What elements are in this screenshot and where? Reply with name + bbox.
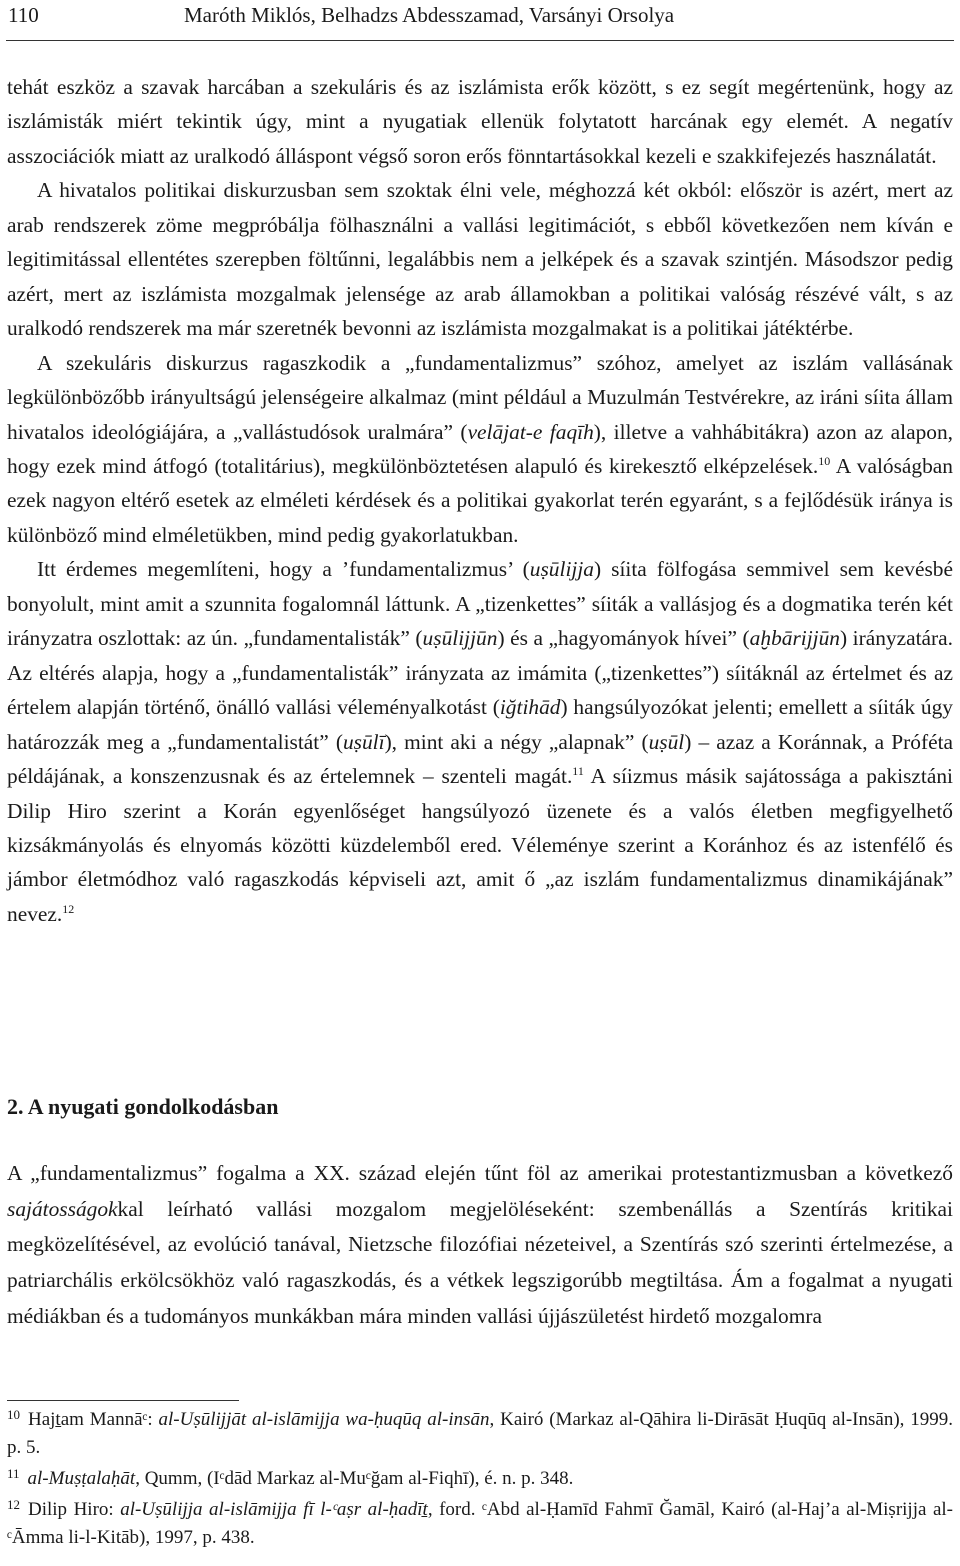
footnote-number: 10: [7, 1407, 20, 1422]
paragraph-1: tehát eszköz a szavak harcában a szekuláris és az iszlámista erők között, s ez segít megértenünk, hogy az iszlámisták miért tekintik úgy, mint a nyugatiak ellenük folytatott harcának egy elemét. A negatív asszociációk miatt az uralkodó álláspont végső soron erős fönntartásokkal kezeli e szakkifejezés használatát.: [7, 75, 953, 168]
body-text: [7, 70, 953, 931]
page-number: 110: [8, 3, 39, 27]
term-usulijja: uṣūlijja: [529, 557, 594, 582]
term-usul: uṣūl: [648, 729, 685, 754]
paragraph-4-text-c: ) és a „hagyományok hívei” (: [497, 626, 750, 651]
footnote-title: al-Uṣūlijjāt al-islāmijja wa-ḥuqūq al-insān: [158, 1409, 490, 1430]
paragraph-2: A hivatalos politikai diskurzusban sem szoktak élni vele, méghozzá két okból: először is azért, mert az arab rendszerek zöme megpróbálja fölhasználni a vallási legitimációt, s ebből következően nem kíván e legitimitással ellentétes szerepben föltűnni, legalábbis nem a jelképek és a szavak szintjén. Másodszor pedig azért, mert az iszlámista mozgalmak jelensége az arab államokban a politikai valóság részévé vált, s az uralkodó rendszerek ma már szeretnék bevonni az iszlámista mozgalmakat is a politikai játéktérbe.: [7, 178, 953, 341]
footnote-12: [7, 1496, 953, 1552]
header-rule: [6, 40, 954, 41]
paragraph-4-text-e: ) hangsúlyozókat jelenti; emellett a síiták úgy határozzák meg a „fundamentalistát” (: [7, 695, 953, 754]
footnote-author: Hajṯam Mannāᶜ:: [28, 1409, 159, 1430]
paragraph-4-text-a: Itt érdemes megemlíteni, hogy a ’fundamentalizmus’ (: [37, 557, 530, 582]
footnote-ref-11[interactable]: 11: [572, 764, 584, 779]
paragraph-3-text-c: A valóságban ezek nagyon eltérő esetek az elméleti kérdések és a politikai gyakorlat terén egyaránt, s a fejlődésük iránya is különböző mind elméletükben, mind pedig gyakorlatukban.: [7, 453, 953, 547]
section-body: [7, 1156, 953, 1335]
paragraph-4-text-d: ) irányzatára. Az eltérés alapja, hogy a „fundamentalisták” irányzata az imámita („tizenkettes”) síitáknál az értelmet és az értelem alapján történő, önálló vallási véleményalkotást (: [7, 626, 954, 720]
running-title: Maróth Miklós, Belhadzs Abdesszamad, Varsányi Orsolya: [184, 3, 675, 27]
paragraph-3-term: velājat-e faqīh: [467, 419, 594, 444]
section-term: sajátosságok: [7, 1196, 118, 1221]
page-header: [0, 0, 960, 30]
section-text-a: A „fundamentalizmus” fogalma a XX. század elején tűnt föl az amerikai protestantizmusban a következő: [7, 1161, 953, 1185]
footnote-11: [7, 1465, 953, 1493]
term-igtihad: iğtihād: [499, 695, 561, 720]
footnote-ref-12[interactable]: 12: [62, 901, 75, 916]
footnote-details: , Kairó (Markaz al-Qāhira li-Dirāsāt Ḥuqūq al-Insān), 1999. p. 5.: [7, 1409, 953, 1458]
footnote-details: , Qumm, (Iᶜdād Markaz al-Muᶜğam al-Fiqhī), é. n. p. 348.: [135, 1468, 574, 1489]
paragraph-4-text-f: ), mint aki a négy „alapnak” (: [384, 729, 649, 754]
footnote-details: , ford. ᶜAbd al-Ḥamīd Fahmī Ğamāl, Kairó (al-Haj’a al-Miṣrijja al-ᶜĀmma li-l-Kitāb), 1997, p. 438.: [7, 1499, 953, 1548]
paragraph-4-text-b: ) síita fölfogása semmivel sem kevésbé bonyolult, mint amit a szunnita fogalomnál láttunk. A „tizenkettes” síiták a vallásjog és a dogmatika terén két irányzatra oszlottak: az ún. „fundamentalisták” (: [7, 557, 953, 651]
footnote-title: al-Muṣṭalaḥāt: [27, 1468, 136, 1489]
footnote-10: [7, 1406, 953, 1462]
footnote-rule: [7, 1400, 239, 1401]
paragraph-3-text-b: ), illetve a vahhábitákra) azon az alapon, hogy ezek mind átfogó (totalitárius), megkülönböztetésen alapuló és kirekesztő elképzelések.: [7, 419, 954, 478]
term-akhbarijjun: aḫbārijjūn: [749, 626, 840, 651]
paragraph-4: [7, 552, 953, 931]
paragraph-3: [7, 346, 953, 553]
footnotes: [7, 1406, 953, 1552]
footnote-title: al-Uṣūlijja al-islāmijja fī l-ᶜaṣr al-ḥadīṯ: [120, 1499, 428, 1520]
paragraph-4-text-h: A síizmus másik sajátossága a pakisztáni Dilip Hiro szerint a Korán egyenlőséget hangsúlyozó üzenete és a valós életben megfigyelhető kizsákmányolás és elnyomás közötti küzdelemből ered. Véleménye szerint a Koránhoz és az istenfélő és jámbor életmódhoz való ragaszkodás képviseli azt, amit ő „az iszlám fundamentalizmus dinamikájának” nevez.: [7, 764, 953, 926]
section-title: 2. A nyugati gondolkodásban: [7, 1094, 279, 1119]
term-usulijjun: uṣūlijjūn: [422, 626, 498, 651]
section-paragraph: [7, 1156, 953, 1335]
footnote-author: Dilip Hiro:: [28, 1499, 121, 1520]
term-usuli: uṣūlī: [342, 729, 385, 754]
footnote-ref-10[interactable]: 10: [818, 453, 831, 468]
section-text-b: kal leírható vallási mozgalom megjelöléseként: szembenállás a Szentírás kritikai megközelítésével, az evolúció tanával, Nietzsche filozófiai nézeteivel, a Szentírás szó szerinti értelmezése, a patriarchális erkölcsökhöz való ragaszkodás, és a vétkek legszigorúbb megtiltása. Ám a fogalmat a nyugati médiákban és a tudományos munkákban mára minden vallási újjászületést hirdető mozgalomra: [7, 1196, 953, 1328]
paragraph-3-text-a: A szekuláris diskurzus ragaszkodik a „fundamentalizmus” szóhoz, amelyet az iszlám vallásának legkülönbözőbb irányultságú jelenségeire alkalmaz (mint például a Muzulmán Testvérekre, az iráni síita állam hivatalos ideológiájára, a „vallástudósok uralmára” (: [7, 350, 953, 444]
paragraph-4-text-g: ) – azaz a Koránnak, a Próféta példájának, a konszenzusnak és az értelemnek – szenteli magát.: [7, 729, 954, 789]
footnote-number: 12: [7, 1497, 20, 1512]
footnote-number: 11: [7, 1466, 20, 1481]
